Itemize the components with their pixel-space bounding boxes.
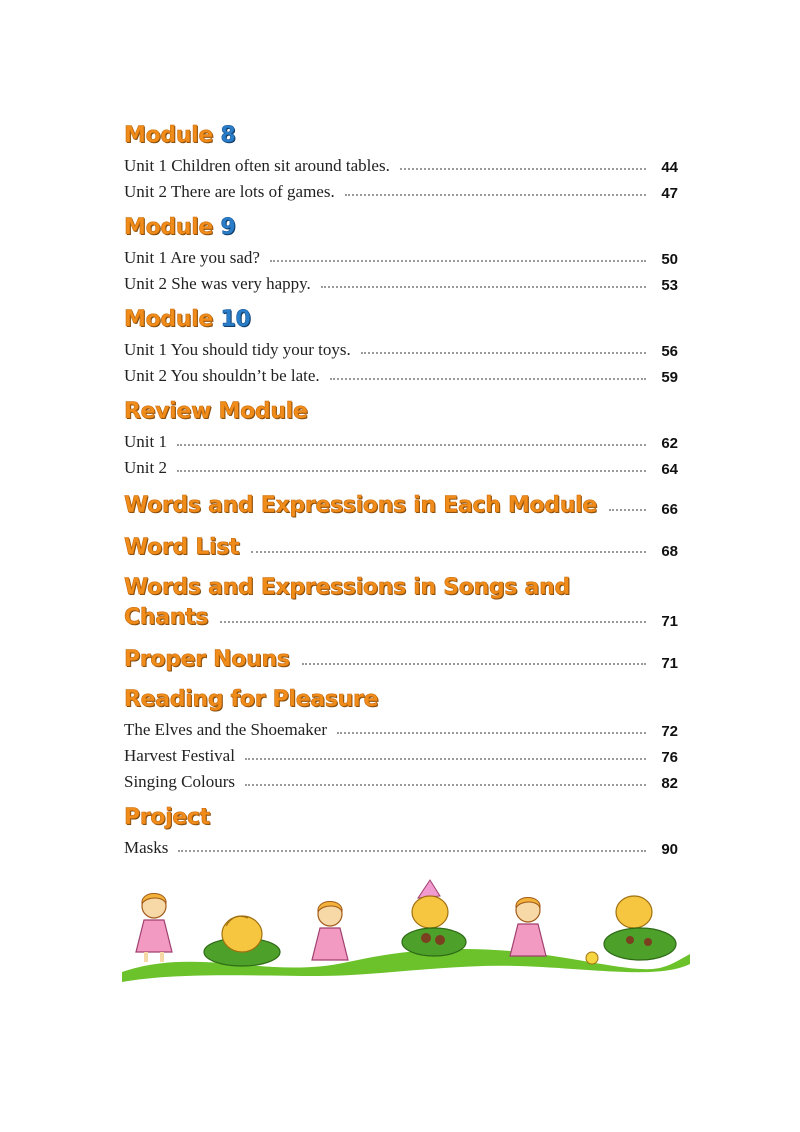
leader-dots (330, 378, 646, 380)
section-heading: Proper Nouns (124, 647, 290, 672)
leader-dots (177, 470, 646, 472)
table-of-contents (124, 122, 678, 870)
page-number: 62 (661, 435, 678, 452)
leader-dots (245, 784, 646, 786)
girl-figure (510, 898, 546, 957)
page-number: 71 (661, 655, 678, 672)
page-number: 47 (661, 185, 678, 202)
page-number: 72 (661, 723, 678, 740)
toc-entry-label: Unit 1 Children often sit around tables. (124, 156, 390, 175)
chick-nest-figure (402, 880, 466, 956)
leader-dots (177, 444, 646, 446)
toc-entry-proper-nouns[interactable] (124, 644, 678, 674)
module-number: 9 (220, 215, 236, 240)
leader-dots (245, 758, 646, 760)
toc-entry-label: Unit 1 (124, 432, 167, 451)
leader-dots (251, 551, 646, 553)
toc-entry[interactable] (124, 714, 678, 740)
toc-entry[interactable] (124, 832, 678, 858)
leader-dots (609, 509, 646, 511)
toc-entry[interactable] (124, 766, 678, 792)
module-heading-prefix: Module (124, 215, 221, 240)
module-10-section (124, 306, 678, 386)
toc-entry-songs-chants[interactable] (124, 574, 678, 632)
section-heading-line1: Words and Expressions in Songs and (124, 575, 570, 600)
toc-entry-label: Masks (124, 838, 169, 857)
leader-dots (400, 168, 646, 170)
module-9-section (124, 214, 678, 294)
page-number: 68 (661, 543, 678, 560)
toc-entry-word-list[interactable] (124, 532, 678, 562)
module-9-heading (124, 214, 678, 242)
leader-dots (270, 260, 646, 262)
page-number: 50 (661, 251, 678, 268)
toc-entry-label: Unit 2 She was very happy. (124, 274, 311, 293)
toc-entry-label: Harvest Festival (124, 746, 235, 765)
toc-entry-words-each-module[interactable] (124, 490, 678, 520)
toc-entry-label: Unit 2 You shouldn’t be late. (124, 366, 320, 385)
module-heading-prefix: Module (124, 307, 221, 332)
toc-entry-label: Unit 1 You should tidy your toys. (124, 340, 351, 359)
page-number: 82 (661, 775, 678, 792)
reading-heading: Reading for Pleasure (124, 687, 379, 712)
toc-entry-label: Unit 2 (124, 458, 167, 477)
module-heading-prefix: Module (124, 123, 221, 148)
toc-entry-label: Unit 2 There are lots of games. (124, 182, 335, 201)
page-number: 56 (661, 343, 678, 360)
toc-entry[interactable] (124, 268, 678, 294)
page-number: 59 (661, 369, 678, 386)
project-heading: Project (124, 805, 211, 830)
toc-entry[interactable] (124, 150, 678, 176)
girl-figure (312, 902, 348, 961)
section-heading: Word List (124, 535, 240, 560)
project-section (124, 804, 678, 858)
module-number: 10 (220, 307, 251, 332)
toc-entry[interactable] (124, 334, 678, 360)
module-10-heading (124, 306, 678, 334)
review-module-section (124, 398, 678, 478)
leader-dots (337, 732, 646, 734)
page-number: 76 (661, 749, 678, 766)
toc-entry[interactable] (124, 360, 678, 386)
toc-entry-label: The Elves and the Shoemaker (124, 720, 327, 739)
page-number: 71 (661, 613, 678, 630)
reading-section (124, 686, 678, 792)
girl-figure (136, 894, 172, 963)
small-chick-figure (586, 952, 598, 964)
toc-entry[interactable] (124, 452, 678, 478)
section-heading-line2: Chants (124, 605, 209, 630)
toc-entry-label: Singing Colours (124, 772, 235, 791)
toc-entry[interactable] (124, 242, 678, 268)
leader-dots (361, 352, 646, 354)
page-number: 90 (661, 841, 678, 858)
toc-entry[interactable] (124, 740, 678, 766)
page-number: 44 (661, 159, 678, 176)
toc-entry[interactable] (124, 176, 678, 202)
leader-dots (321, 286, 646, 288)
section-heading: Words and Expressions in Each Module (124, 493, 598, 518)
review-module-heading: Review Module (124, 399, 308, 424)
leader-dots (345, 194, 646, 196)
page-number: 53 (661, 277, 678, 294)
leader-dots (178, 850, 646, 852)
toc-entry-label: Unit 1 Are you sad? (124, 248, 260, 267)
page-number: 64 (661, 461, 678, 478)
module-8-section (124, 122, 678, 202)
module-number: 8 (220, 123, 236, 148)
footer-illustration (118, 876, 692, 986)
chick-nest-figure (204, 916, 280, 966)
leader-dots (302, 663, 646, 665)
chick-nest-figure (604, 896, 676, 960)
toc-entry[interactable] (124, 426, 678, 452)
module-8-heading (124, 122, 678, 150)
leader-dots (220, 621, 646, 623)
page-number: 66 (661, 501, 678, 518)
